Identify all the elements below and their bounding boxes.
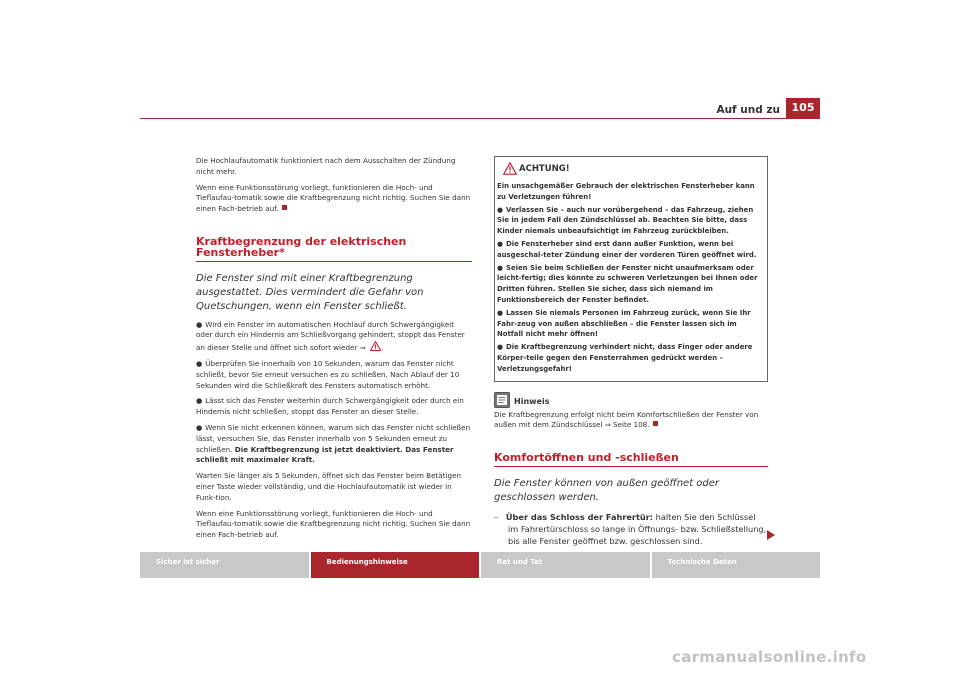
bullet-icon: ●	[196, 319, 203, 329]
warning-item: ● Verlassen Sie – auch nur vorübergehend – das Fahrzeug, ziehen Sie in jedem Fall den Zündschlüssel ab. Beachten Sie bitte, dass Kinder niemals unbeaufsichtigt im Fahrzeug zurückbleiben.	[497, 205, 754, 236]
paragraph: Wenn eine Funktionsstörung vorliegt, funktionieren die Hoch- und Tieflaufau-tomatik sowie die Kraftbegrenzung nicht richtig. Suchen Sie dann einen Fach-betrieb auf.	[196, 508, 471, 540]
note-text: Die Kraftbegrenzung erfolgt nicht beim Komfortschließen der Fenster von außen mit dem Zündschlüssel ⇒ Seite 108.	[494, 409, 759, 430]
warning-header	[495, 157, 767, 181]
header-rule	[140, 118, 820, 119]
footer-nav	[140, 552, 820, 578]
bullet-icon: ●	[196, 422, 203, 432]
note-block	[494, 392, 768, 432]
warning-item: ● Die Fensterheber sind erst dann außer Funktion, wenn bei ausgeschal-teter Zündung einer der vorderen Türen geöffnet wird.	[497, 239, 757, 259]
warning-item: ● Seien Sie beim Schließen der Fenster nicht unaufmerksam oder leicht-fertig; dies könnte zu schweren Verletzungen bei Ihnen oder Dritten führen. Stellen Sie sicher, dass sich niemand im Funktionsbereich der Fenster befindet.	[497, 263, 758, 304]
paragraph: Die Hochlaufautomatik funktioniert nach dem Ausschalten der Zündung nicht mehr.	[196, 156, 456, 176]
bullet-item: ● Lässt sich das Fenster weiterhin durch Schwergängigkeit oder durch ein Hindernis nicht schließen, stoppt das Fenster an dieser Stelle.	[196, 396, 464, 417]
next-page-arrow-icon[interactable]	[766, 529, 776, 541]
watermark: carmanualsonline.info	[672, 648, 867, 666]
bullet-item: ● Wenn Sie nicht erkennen können, warum sich das Fenster nicht schließen lässt, versuchen Sie, das Fenster innerhalb von 5 Sekunden erneut zu schließen. Die Kraftbegrenzung ist jetzt deaktiviert. Das Fenster schließt mit maximaler Kraft.	[196, 422, 471, 465]
bullet-icon: ●	[497, 263, 504, 272]
instruction-step: – Über das Schloss der Fahrertür: halten Sie den Schlüssel im Fahrertürschloss so lange in Öffnungs- bzw. Schließstellung, bis alle Fenster geöffnet bzw. geschlossen sind.	[494, 511, 767, 546]
warning-item: ● Lassen Sie niemals Personen im Fahrzeug zurück, wenn Sie Ihr Fahr-zeug von außen abschließen – die Fenster lassen sich im Notfall nicht mehr öffnen!	[497, 308, 751, 339]
bullet-icon: ●	[497, 343, 504, 352]
bullet-icon: ●	[497, 308, 504, 317]
paragraph: Warten Sie länger als 5 Sekunden, öffnet sich das Fenster beim Betätigen einer Taste wieder vollständig, und die Hochlaufautomatik ist wieder in Funk-tion.	[196, 471, 462, 502]
section-heading-kraftbegrenzung: Kraftbegrenzung der elektrischen Fensterheber*	[196, 237, 472, 262]
bullet-item: ● Überprüfen Sie innerhalb von 10 Sekunden, warum das Fenster nicht schließt, bevor Sie erneut versuchen es zu schließen. Nach Ablauf der 10 Sekunden wird die Schließkraft des Fensters automatisch erhöht.	[196, 358, 460, 390]
end-mark-icon	[653, 421, 658, 426]
note-header	[494, 392, 768, 410]
paragraph: Wenn eine Funktionsstörung vorliegt, funktionieren die Hoch- und Tieflaufau-tomatik sowie die Kraftbegrenzung nicht richtig. Suchen Sie dann einen Fach-betrieb auf.	[196, 182, 471, 214]
section-intro: Die Fenster sind mit einer Kraftbegrenzung ausgestattet. Dies vermindert die Gefahr von Quetschungen, wenn ein Fenster schließt.	[196, 272, 424, 312]
warning-box	[494, 156, 768, 382]
footer-tab-rat[interactable]: Rat und Tat	[481, 552, 650, 578]
page-number: 105	[786, 98, 820, 118]
footer-tab-bedienung[interactable]: Bedienungshinweise	[311, 552, 480, 578]
footer-tab-sicher[interactable]: Sicher ist sicher	[140, 552, 309, 578]
warning-lead: Ein unsachgemäßer Gebrauch der elektrischen Fensterheber kann zu Verletzungen führen!	[497, 182, 755, 201]
warning-triangle-icon	[503, 162, 517, 175]
warning-body	[495, 181, 767, 375]
right-column	[494, 156, 768, 547]
end-mark-icon	[282, 205, 287, 210]
bullet-icon: ●	[196, 396, 203, 406]
warning-icon[interactable]	[370, 341, 381, 351]
bullet-icon: ●	[196, 358, 203, 368]
bullet-icon: ●	[497, 239, 504, 248]
section-intro: Die Fenster können von außen geöffnet oder geschlossen werden.	[494, 477, 720, 503]
bullet-item: ● Wird ein Fenster im automatischen Hochlauf durch Schwergängigkeit oder durch ein Hindernis am Schließvorgang gehindert, stoppt das Fenster an dieser Stelle und öffnet sich sofort wieder ⇒ .	[196, 319, 465, 353]
note-icon	[494, 392, 510, 408]
header-title: Auf und zu	[716, 104, 780, 116]
warning-title: ACHTUNG!	[519, 164, 570, 174]
section-heading-komfortoeffnen: Komfortöffnen und -schließen	[494, 453, 768, 467]
warning-item: ● Die Kraftbegrenzung verhindert nicht, dass Finger oder andere Körper-teile gegen den Fensterrahmen gedrückt werden – Verletzungsgefahr!	[497, 343, 753, 373]
bullet-icon: ●	[497, 205, 504, 214]
footer-tab-technische[interactable]: Technische Daten	[652, 552, 821, 578]
left-column	[196, 156, 472, 546]
note-title: Hinweis	[514, 396, 550, 406]
